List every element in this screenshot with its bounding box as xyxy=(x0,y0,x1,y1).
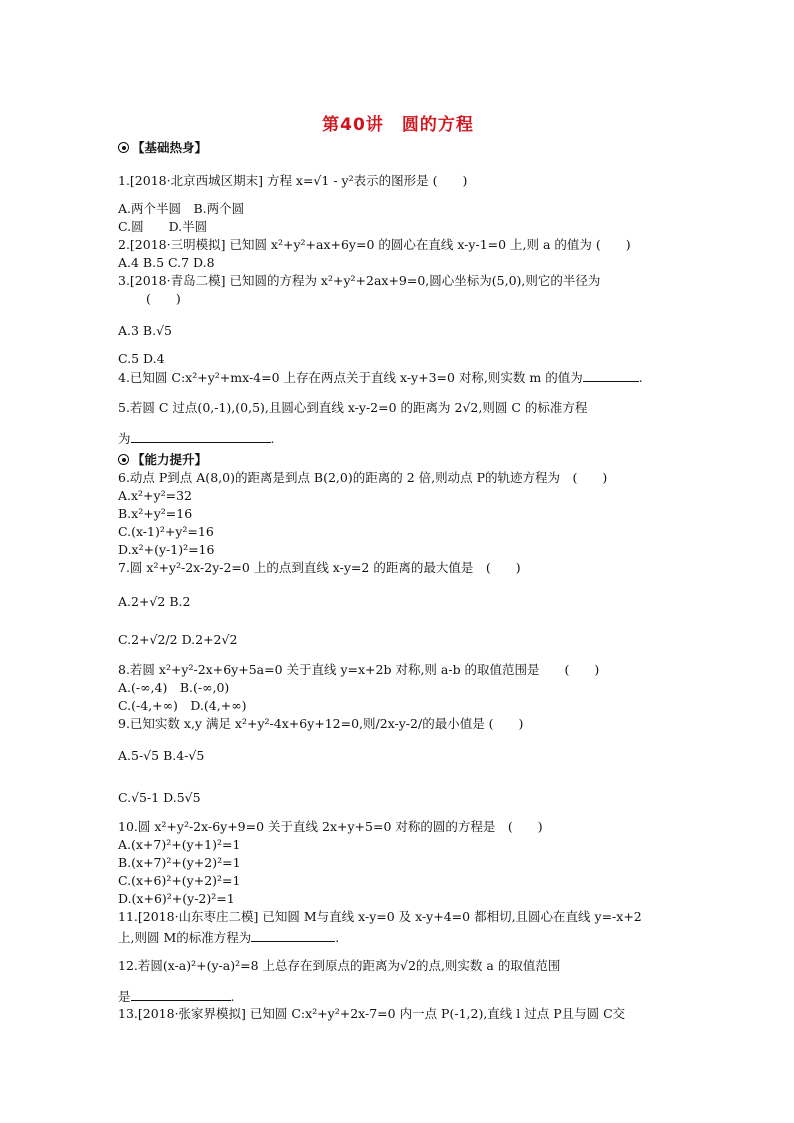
question-11: 11.[2018·山东枣庄二模] 已知圆 M与直线 x-y=0 及 x-y+4=0 都相切,且圆心在直线 y=-x+2 xyxy=(118,909,642,924)
answer-blank[interactable] xyxy=(131,430,271,443)
q10-option-d: D.(x+6)²+(y-2)²=1 xyxy=(118,891,235,906)
q11-prefix: 上,则圆 M的标准方程为 xyxy=(118,930,252,945)
q8-options-ab: A.(-∞,4) B.(-∞,0) xyxy=(118,680,230,695)
q6-option-d: D.x²+(y-1)²=16 xyxy=(118,542,215,557)
question-9: 9.已知实数 x,y 满足 x²+y²-4x+6y+12=0,则/2x-y-2/的最小值是 ( ) xyxy=(118,716,524,731)
answer-blank[interactable] xyxy=(251,929,335,942)
question-3: 3.[2018·青岛二模] 已知圆的方程为 x²+y²+2ax+9=0,圆心坐标为(5,0),则它的半径为 xyxy=(118,273,601,288)
q7-options-ab: A.2+√2 B.2 xyxy=(118,594,191,609)
q6-option-a: A.x²+y²=32 xyxy=(118,488,192,503)
question-7: 7.圆 x²+y²-2x-2y-2=0 上的点到直线 x-y=2 的距离的最大值是 ( ) xyxy=(118,560,521,575)
q3-options-cd: C.5 D.4 xyxy=(118,351,165,366)
circle-bullet-icon xyxy=(118,142,129,153)
section-label: 【基础热身】 xyxy=(132,140,208,155)
q5-prefix: 为 xyxy=(118,431,131,446)
question-5: 5.若圆 C 过点(0,-1),(0,5),且圆心到直线 x-y-2=0 的距离为 2√2,则圆 C 的标准方程 xyxy=(118,400,588,415)
q12-end: . xyxy=(230,989,235,1004)
question-10: 10.圆 x²+y²-2x-6y+9=0 关于直线 2x+y+5=0 对称的圆的方程是 ( ) xyxy=(118,819,543,834)
q1-options-cd: C.圆 D.半圆 xyxy=(118,219,208,234)
q4-end: . xyxy=(638,370,643,385)
q12-answer-line xyxy=(118,988,235,1005)
circle-bullet-icon xyxy=(118,454,129,465)
question-13: 13.[2018·张家界模拟] 已知圆 C:x²+y²+2x-7=0 内一点 P(-1,2),直线 l 过点 P且与圆 C交 xyxy=(118,1006,626,1021)
q10-option-b: B.(x+7)²+(y+2)²=1 xyxy=(118,855,241,870)
q12-prefix: 是 xyxy=(118,989,131,1004)
q10-option-c: C.(x+6)²+(y+2)²=1 xyxy=(118,873,241,888)
q2-options: A.4 B.5 C.7 D.8 xyxy=(118,255,215,270)
question-12: 12.若圆(x-a)²+(y-a)²=8 上总存在到原点的距离为√2的点,则实数 a 的取值范围 xyxy=(118,958,561,973)
page-title: 第40讲 圆的方程 xyxy=(322,115,474,135)
question-6: 6.动点 P到点 A(8,0)的距离是到点 B(2,0)的距离的 2 倍,则动点 P的轨迹方程为 ( ) xyxy=(118,470,608,485)
answer-blank[interactable] xyxy=(131,988,231,1001)
q3-options-ab: A.3 B.√5 xyxy=(118,323,173,338)
q11-answer-line xyxy=(118,929,339,946)
q3-answer-paren: ( ) xyxy=(146,291,181,306)
section-advanced xyxy=(118,452,207,468)
question-8: 8.若圆 x²+y²-2x+6y+5a=0 关于直线 y=x+2b 对称,则 a-b 的取值范围是 ( ) xyxy=(118,662,600,677)
q1-options-ab: A.两个半圆 B.两个圆 xyxy=(118,201,245,216)
answer-blank[interactable] xyxy=(583,369,639,382)
section-basic xyxy=(118,140,207,156)
q4-text: 4.已知圆 C:x²+y²+mx-4=0 上存在两点关于直线 x-y+3=0 对称,则实数 m 的值为 xyxy=(118,370,583,385)
question-2: 2.[2018·三明模拟] 已知圆 x²+y²+ax+6y=0 的圆心在直线 x-y-1=0 上,则 a 的值为 ( ) xyxy=(118,237,631,252)
q8-options-cd: C.(-4,+∞) D.(4,+∞) xyxy=(118,698,247,713)
q5-end: . xyxy=(270,431,275,446)
section-label: 【能力提升】 xyxy=(132,452,208,467)
question-1: 1.[2018·北京西城区期末] 方程 x=√1 - y²表示的图形是 ( ) xyxy=(118,173,468,188)
q9-options-ab: A.5-√5 B.4-√5 xyxy=(118,748,205,763)
question-4 xyxy=(118,369,643,386)
q6-option-c: C.(x-1)²+y²=16 xyxy=(118,524,214,539)
q11-end: . xyxy=(335,930,340,945)
q5-answer-line xyxy=(118,430,275,447)
q9-options-cd: C.√5-1 D.5√5 xyxy=(118,790,201,805)
q7-options-cd: C.2+√2/2 D.2+2√2 xyxy=(118,632,238,647)
q10-option-a: A.(x+7)²+(y+1)²=1 xyxy=(118,837,241,852)
q6-option-b: B.x²+y²=16 xyxy=(118,506,193,521)
